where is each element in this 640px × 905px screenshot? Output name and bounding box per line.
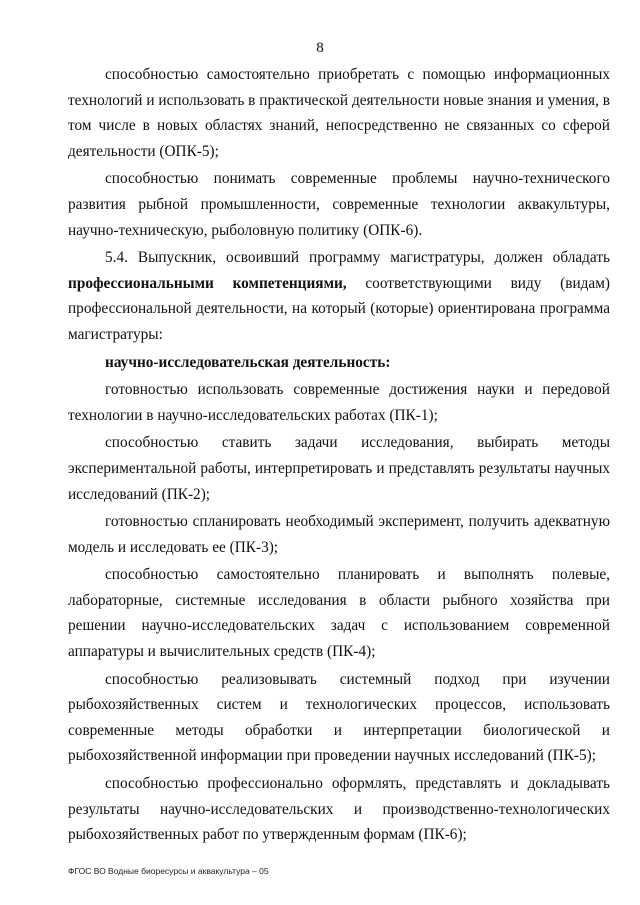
competency-pk-5: способностью реализовывать системный подход при изучении рыбохозяйственных систем и технологических процессов, использовать современные методы обработки и интерпретации биологической и рыбохозяйственной информации при проведении научных исследований (ПК-5);: [68, 670, 610, 765]
paragraph-5-4-intro: 5.4. Выпускник, освоивший программу магистратуры, должен обладать: [105, 249, 610, 267]
paragraph-opk-5: способностью самостоятельно приобретать с помощью информационных технологий и использовать в практической деятельности новые знания и умения, в том числе в новых областях знаний, непосредственно не связанных со сферой деятельности (ОПК-5);: [68, 66, 610, 160]
competency-pk-2: способностью ставить задачи исследования, выбирать методы экспериментальной работы, интерпретировать и представлять результаты научных исследований (ПК-2);: [68, 434, 610, 503]
competency-pk-3: готовностью спланировать необходимый эксперимент, получить адекватную модель и исследовать ее (ПК-3);: [68, 513, 610, 556]
paragraph-opk-6: способностью понимать современные проблемы научно-технического развития рыбной промышленности, современные технологии аквакультуры, научно-техническую, рыболовную политику (ОПК-6).: [68, 170, 610, 239]
page-content: [68, 62, 610, 850]
footer-note: ФГОС ВО Водные биоресурсы и аквакультура – 05: [68, 866, 269, 876]
page-number: 8: [316, 40, 324, 56]
competency-pk-1: готовностью использовать современные достижения науки и передовой технологии в научно-исследовательских работах (ПК-1);: [68, 381, 610, 424]
paragraph-5-4-rest: соответствующими виду (видам) профессиональной деятельности, на который (которые) ориентирована программа магистратуры:: [68, 274, 610, 343]
paragraph-5-4: [68, 245, 610, 347]
competency-pk-4: способностью самостоятельно планировать и выполнять полевые, лабораторные, системные исследования в области рыбного хозяйства при решении научно-исследовательских задач с использованием современной аппаратуры и вычислительных средств (ПК-4);: [68, 566, 610, 661]
section-heading: научно-исследовательская деятельность:: [105, 353, 391, 371]
competency-pk-6: способностью профессионально оформлять, представлять и докладывать результаты научно-исследовательских и производственно-технологических рыбохозяйственных работ по утвержденным формам (ПК-6);: [68, 775, 610, 844]
professional-competencies-term: профессиональными компетенциями,: [68, 274, 347, 292]
